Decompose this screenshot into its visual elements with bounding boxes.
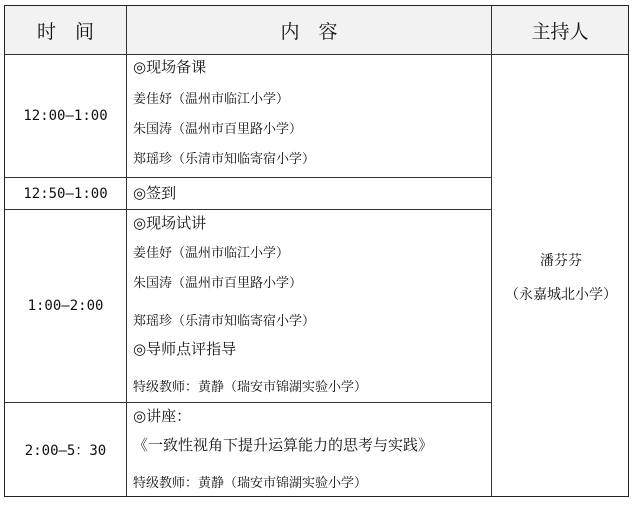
list-item: 姜佳妤（温州市临江小学） (133, 246, 290, 261)
host-name: 潘芬芬 (540, 253, 582, 269)
list-item: 朱国涛（温州市百里路小学） (133, 122, 303, 137)
section-heading: ◎导师点评指导 (133, 340, 237, 358)
section-heading: ◎签到 (133, 184, 177, 202)
header-content: 内 容 (127, 6, 491, 54)
host-school: （永嘉城北小学） (505, 287, 617, 303)
time-cell: 1:00—2:00 (27, 298, 104, 314)
section-heading: ◎现场试讲 (133, 214, 207, 232)
schedule-table (4, 5, 629, 497)
header-host: 主持人 (492, 6, 628, 54)
column-divider (126, 6, 127, 496)
list-item: 姜佳妤（温州市临江小学） (133, 92, 290, 107)
section-heading: ◎现场备课 (133, 58, 207, 76)
list-item: 郑瑶珍（乐清市知临寄宿小学） (133, 152, 316, 167)
lecture-title: 《一致性视角下提升运算能力的思考与实践》 (133, 436, 434, 454)
list-item: 朱国涛（温州市百里路小学） (133, 276, 303, 291)
header-time: 时 间 (5, 6, 126, 54)
list-item: 郑瑶珍（乐清市知临寄宿小学） (133, 314, 316, 329)
time-cell: 12:00—1:00 (23, 108, 108, 124)
list-item: 特级教师：黄静（瑞安市锦湖实验小学） (133, 380, 368, 395)
time-cell: 2:00—5：30 (24, 442, 107, 459)
list-item: 特级教师：黄静（瑞安市锦湖实验小学） (133, 476, 368, 491)
section-heading: ◎讲座： (133, 407, 192, 425)
time-cell: 12:50—1:00 (23, 185, 108, 202)
